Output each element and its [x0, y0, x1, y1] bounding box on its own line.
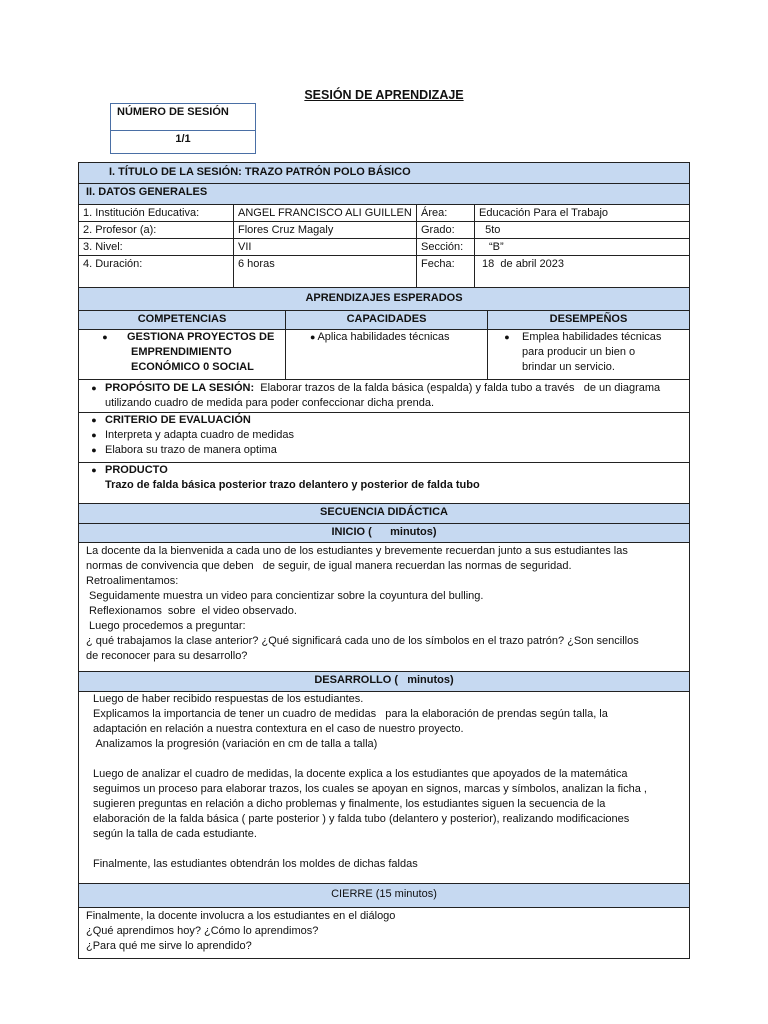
datos-value: ANGEL FRANCISCO ALI GUILLEN — [234, 205, 417, 221]
producto-section — [79, 462, 689, 503]
competencia-line: EMPRENDIMIENTO — [131, 346, 232, 358]
inicio-line: ¿ qué trabajamos la clase anterior? ¿Qué significará cada uno de los símbolos en el trazo patrón? ¿Son sencillos — [86, 635, 639, 647]
desempeno-line: para producir un bien o — [522, 346, 636, 358]
datos-row — [79, 255, 689, 287]
producto-label: PRODUCTO — [105, 464, 168, 476]
datos-key: 1. Institución Educativa: — [79, 205, 234, 221]
inicio-line: La docente da la bienvenida a cada uno de los estudiantes y brevemente recuerdan junto a sus estudiantes las — [86, 545, 628, 557]
competencia-line: GESTIONA PROYECTOS DE — [127, 331, 275, 343]
datos-value: 5to — [479, 224, 501, 236]
cierre-line: ¿Para qué me sirve lo aprendido? — [86, 940, 252, 952]
bullet-icon: ● — [91, 415, 97, 425]
secuencia-header: SECUENCIA DIDÁCTICA — [79, 503, 689, 523]
datos-generales-header: II. DATOS GENERALES — [79, 183, 689, 204]
datos-key: Sección: — [417, 239, 475, 255]
inicio-line: de reconocer para su desarrollo? — [86, 650, 248, 662]
session-title-row: I. TÍTULO DE LA SESIÓN: TRAZO PATRÓN POLO BÁSICO — [79, 163, 689, 183]
col-desempenos: DESEMPEÑOS — [549, 313, 628, 325]
criterio-label: CRITERIO DE EVALUACIÓN — [105, 414, 251, 426]
desempeno-line: Emplea habilidades técnicas — [522, 331, 662, 343]
cierre-line: Finalmente, la docente involucra a los estudiantes en el diálogo — [86, 910, 396, 922]
criterio-item: Elabora su trazo de manera optima — [105, 444, 277, 456]
inicio-line: normas de convivencia que deben de seguir, de igual manera recuerdan las normas de seguridad. — [86, 560, 572, 572]
bullet-icon: ● — [310, 332, 316, 342]
datos-row — [79, 221, 689, 238]
proposito-section — [79, 379, 689, 412]
datos-key: 3. Nivel: — [79, 239, 234, 255]
desarrollo-line: sugieren preguntas en relación a dicho problemas y finalmente, los estudiantes siguen la secuencia de la — [93, 798, 606, 810]
desarrollo-line: elaboración de la falda básica ( parte posterior ) y falda tubo (delantero y posterior), realizando modificaciones — [93, 813, 630, 825]
competencia-cell — [79, 330, 286, 379]
datos-value: “B” — [489, 241, 504, 253]
datos-value: Flores Cruz Magaly — [234, 222, 417, 238]
bullet-icon: ● — [91, 383, 97, 393]
datos-row — [79, 238, 689, 255]
aprendizajes-row — [79, 329, 689, 379]
desarrollo-line: Finalmente, las estudiantes obtendrán los moldes de dichas faldas — [93, 858, 418, 870]
col-competencias: COMPETENCIAS — [79, 311, 286, 329]
datos-key: 2. Profesor (a): — [79, 222, 234, 238]
desarrollo-line: Luego de haber recibido respuestas de los estudiantes. — [93, 693, 364, 705]
desarrollo-line: según la talla de cada estudiante. — [93, 828, 257, 840]
aprendizajes-header: APRENDIZAJES ESPERADOS — [79, 287, 689, 310]
session-number-value: 1/1 — [175, 133, 191, 145]
bullet-icon: ● — [102, 332, 108, 342]
desarrollo-line: Analizamos la progresión (variación en cm de talla a talla) — [93, 738, 378, 750]
inicio-line: Reflexionamos sobre el video observado. — [86, 605, 297, 617]
competencia-line: ECONÓMICO 0 SOCIAL — [131, 361, 254, 373]
inicio-line: Luego procedemos a preguntar: — [86, 620, 246, 632]
desempeno-cell — [488, 330, 689, 379]
capacidad-text: Aplica habilidades técnicas — [317, 331, 450, 343]
inicio-line: Seguidamente muestra un video para concientizar sobre la coyuntura del bulling. — [86, 590, 484, 602]
desarrollo-line: Explicamos la importancia de tener un cuadro de medidas para la elaboración de prendas según talla, la — [93, 708, 608, 720]
inicio-line: Retroalimentamos: — [86, 575, 179, 587]
proposito-label: PROPÓSITO DE LA SESIÓN: — [105, 382, 255, 394]
producto-text: Trazo de falda básica posterior trazo delantero y posterior de falda tubo — [105, 479, 480, 491]
proposito-text-cont: utilizando cuadro de medida para poder confeccionar dicha prenda. — [105, 397, 434, 409]
desarrollo-line: seguimos un proceso para elaborar trazos, los cuales se apoyan en signos, marcas y símbolos, analizan la ficha , — [93, 783, 647, 795]
capacidad-cell — [286, 330, 488, 379]
desarrollo-line: adaptación en relación a nuestra contextura en el caso de nuestro proyecto. — [93, 723, 464, 735]
desarrollo-body — [79, 691, 689, 883]
datos-key: Área: — [417, 205, 475, 221]
criterio-item: Interpreta y adapta cuadro de medidas — [105, 429, 294, 441]
datos-key: Grado: — [417, 222, 475, 238]
col-capacidades: CAPACIDADES — [286, 311, 488, 329]
cierre-body — [79, 907, 689, 958]
datos-generales-table — [79, 204, 689, 287]
cierre-header: CIERRE (15 minutos) — [79, 883, 689, 907]
bullet-icon: ● — [91, 430, 97, 440]
inicio-body — [79, 542, 689, 671]
session-number-box — [110, 103, 256, 154]
proposito-text: Elaborar trazos de la falda básica (espalda) y falda tubo a través de un diagrama — [254, 382, 661, 394]
datos-row — [79, 204, 689, 221]
desarrollo-header: DESARROLLO ( minutos) — [79, 671, 689, 691]
cierre-line: ¿Qué aprendimos hoy? ¿Cómo lo aprendimos? — [86, 925, 319, 937]
datos-value: 18 de abril 2023 — [479, 258, 565, 270]
bullet-icon: ● — [91, 465, 97, 475]
bullet-icon: ● — [91, 445, 97, 455]
page-title: SESIÓN DE APRENDIZAJE — [304, 88, 464, 102]
datos-value: Educación Para el Trabajo — [479, 207, 609, 219]
datos-key: Fecha: — [417, 256, 475, 287]
datos-key: 4. Duración: — [79, 256, 234, 287]
criterio-section — [79, 412, 689, 462]
desempeno-line: brindar un servicio. — [522, 361, 615, 373]
session-table — [78, 162, 690, 959]
bullet-icon: ● — [504, 332, 510, 342]
session-number-label: NÚMERO DE SESIÓN — [111, 104, 255, 131]
datos-value: VII — [234, 239, 417, 255]
aprendizajes-col-headers — [79, 310, 689, 329]
inicio-header: INICIO ( minutos) — [79, 523, 689, 542]
desarrollo-line: Luego de analizar el cuadro de medidas, la docente explica a los estudiantes que apoyados de la matemática — [93, 768, 628, 780]
datos-value: 6 horas — [234, 256, 417, 287]
